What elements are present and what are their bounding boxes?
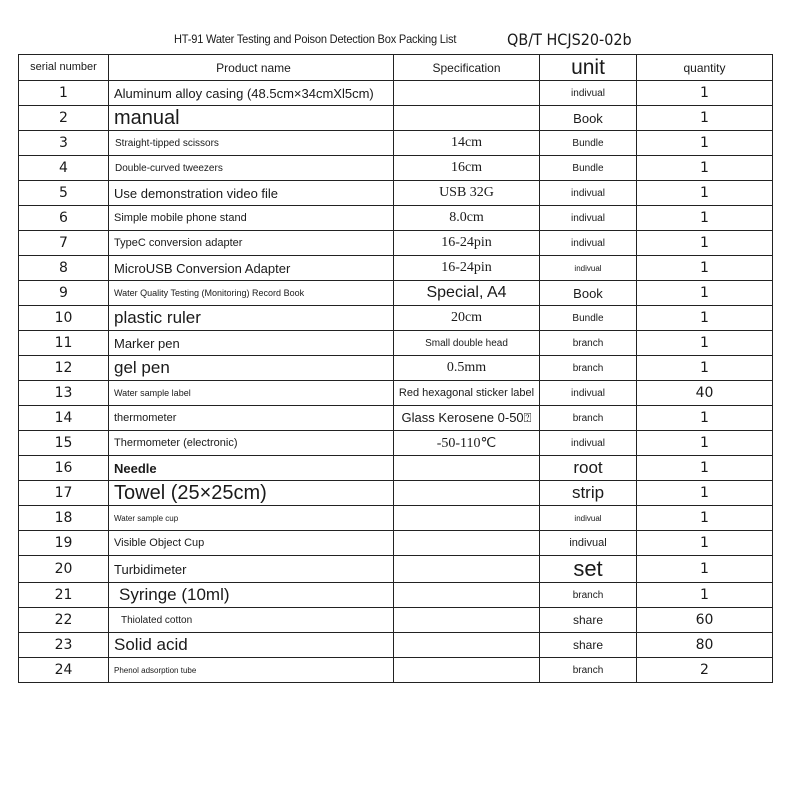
product-name-cell: Thermometer (electronic): [109, 431, 394, 456]
quantity-cell: 2: [637, 658, 773, 683]
serial-cell: 22: [19, 608, 109, 633]
product-name-cell: Thiolated cotton: [109, 608, 394, 633]
table-row: [19, 106, 773, 131]
product-name-cell: Use demonstration video file: [109, 181, 394, 206]
serial-cell: 7: [19, 231, 109, 256]
unit-cell: indivual: [540, 381, 637, 406]
spec-cell: [394, 583, 540, 608]
unit-cell: strip: [540, 481, 637, 506]
serial-cell: 3: [19, 131, 109, 156]
quantity-cell: 1: [637, 256, 773, 281]
table-row: [19, 306, 773, 331]
serial-cell: 6: [19, 206, 109, 231]
spec-cell: 8.0cm: [394, 206, 540, 231]
spec-cell: [394, 556, 540, 583]
product-name-cell: Phenol adsorption tube: [109, 658, 394, 683]
product-name-cell: Water Quality Testing (Monitoring) Record Book: [109, 281, 394, 306]
product-name-cell: Water sample label: [109, 381, 394, 406]
product-name-cell: Aluminum alloy casing (48.5cm×34cmXl5cm): [109, 81, 394, 106]
header-unit: unit: [540, 55, 637, 81]
spec-cell: [394, 633, 540, 658]
spec-cell: [394, 658, 540, 683]
product-name-cell: Visible Object Cup: [109, 531, 394, 556]
table-row: [19, 556, 773, 583]
serial-cell: 21: [19, 583, 109, 608]
serial-cell: 17: [19, 481, 109, 506]
quantity-cell: 1: [637, 156, 773, 181]
unit-cell: branch: [540, 583, 637, 608]
table-row: [19, 331, 773, 356]
product-name-cell: Straight-tipped scissors: [109, 131, 394, 156]
product-name-cell: Solid acid: [109, 633, 394, 658]
product-name-cell: Marker pen: [109, 331, 394, 356]
table-row: [19, 481, 773, 506]
serial-cell: 11: [19, 331, 109, 356]
unit-cell: Bundle: [540, 131, 637, 156]
table-row: [19, 381, 773, 406]
table-row: [19, 131, 773, 156]
table-row: [19, 583, 773, 608]
quantity-cell: 1: [637, 106, 773, 131]
product-name-cell: plastic ruler: [109, 306, 394, 331]
product-name-cell: TypeC conversion adapter: [109, 231, 394, 256]
quantity-cell: 1: [637, 131, 773, 156]
serial-cell: 8: [19, 256, 109, 281]
spec-cell: 16-24pin: [394, 231, 540, 256]
serial-cell: 15: [19, 431, 109, 456]
table-row: [19, 633, 773, 658]
spec-cell: Special, A4: [394, 281, 540, 306]
product-name-cell: Syringe (10ml): [109, 583, 394, 608]
product-name-cell: Turbidimeter: [109, 556, 394, 583]
unit-cell: branch: [540, 331, 637, 356]
table-row: [19, 531, 773, 556]
serial-cell: 23: [19, 633, 109, 658]
serial-cell: 5: [19, 181, 109, 206]
header-quantity: quantity: [637, 55, 773, 81]
spec-cell: [394, 456, 540, 481]
header-product-name: Product name: [109, 55, 394, 81]
serial-cell: 4: [19, 156, 109, 181]
header-row: [19, 55, 773, 81]
table-row: [19, 506, 773, 531]
quantity-cell: 1: [637, 331, 773, 356]
unit-cell: indivual: [540, 231, 637, 256]
unit-cell: indivual: [540, 206, 637, 231]
unit-cell: Book: [540, 106, 637, 131]
table-row: [19, 81, 773, 106]
spec-cell: [394, 81, 540, 106]
spec-cell: [394, 531, 540, 556]
quantity-cell: 1: [637, 181, 773, 206]
document-title: HT-91 Water Testing and Poison Detection Box Packing List: [174, 32, 457, 46]
spec-cell: Red hexagonal sticker label: [394, 381, 540, 406]
spec-cell: 14cm: [394, 131, 540, 156]
quantity-cell: 60: [637, 608, 773, 633]
quantity-cell: 80: [637, 633, 773, 658]
serial-cell: 9: [19, 281, 109, 306]
serial-cell: 19: [19, 531, 109, 556]
quantity-cell: 1: [637, 583, 773, 608]
product-name-cell: gel pen: [109, 356, 394, 381]
product-name-cell: Double-curved tweezers: [109, 156, 394, 181]
serial-cell: 14: [19, 406, 109, 431]
unit-cell: root: [540, 456, 637, 481]
standard-code: QB/T HCJS20-02b: [507, 30, 632, 49]
unit-cell: indivual: [540, 181, 637, 206]
table-row: [19, 206, 773, 231]
spec-cell: USB 32G: [394, 181, 540, 206]
header-serial-number: serial number: [19, 55, 109, 81]
table-row: [19, 356, 773, 381]
serial-cell: 12: [19, 356, 109, 381]
serial-cell: 16: [19, 456, 109, 481]
spec-cell: Small double head: [394, 331, 540, 356]
serial-cell: 20: [19, 556, 109, 583]
unit-cell: indivual: [540, 81, 637, 106]
quantity-cell: 1: [637, 306, 773, 331]
spec-cell: 16cm: [394, 156, 540, 181]
quantity-cell: 1: [637, 481, 773, 506]
quantity-cell: 1: [637, 356, 773, 381]
unit-cell: branch: [540, 356, 637, 381]
product-name-cell: Simple mobile phone stand: [109, 206, 394, 231]
table-row: [19, 658, 773, 683]
unit-cell: Bundle: [540, 306, 637, 331]
table-row: [19, 156, 773, 181]
product-name-cell: thermometer: [109, 406, 394, 431]
spec-cell: 0.5mm: [394, 356, 540, 381]
table-row: [19, 406, 773, 431]
serial-cell: 2: [19, 106, 109, 131]
product-name-cell: Needle: [109, 456, 394, 481]
unit-cell: Book: [540, 281, 637, 306]
quantity-cell: 1: [637, 406, 773, 431]
serial-cell: 13: [19, 381, 109, 406]
unit-cell: Bundle: [540, 156, 637, 181]
serial-cell: 1: [19, 81, 109, 106]
quantity-cell: 1: [637, 506, 773, 531]
spec-cell: [394, 481, 540, 506]
unit-cell: set: [540, 556, 637, 583]
unit-cell: branch: [540, 406, 637, 431]
quantity-cell: 1: [637, 231, 773, 256]
spec-cell: 16-24pin: [394, 256, 540, 281]
quantity-cell: 1: [637, 206, 773, 231]
quantity-cell: 1: [637, 531, 773, 556]
table-row: [19, 231, 773, 256]
table-row: [19, 608, 773, 633]
unit-cell: branch: [540, 658, 637, 683]
quantity-cell: 1: [637, 556, 773, 583]
serial-cell: 18: [19, 506, 109, 531]
unit-cell: indivual: [540, 256, 637, 281]
product-name-cell: Towel (25×25cm): [109, 481, 394, 506]
unit-cell: share: [540, 633, 637, 658]
unit-cell: share: [540, 608, 637, 633]
quantity-cell: 1: [637, 281, 773, 306]
quantity-cell: 1: [637, 456, 773, 481]
serial-cell: 24: [19, 658, 109, 683]
packing-list-table: [18, 54, 773, 683]
table-row: [19, 456, 773, 481]
product-name-cell: MicroUSB Conversion Adapter: [109, 256, 394, 281]
table-row: [19, 181, 773, 206]
quantity-cell: 40: [637, 381, 773, 406]
quantity-cell: 1: [637, 431, 773, 456]
spec-cell: Glass Kerosene 0-50⍰: [394, 406, 540, 431]
spec-cell: [394, 506, 540, 531]
spec-cell: 20cm: [394, 306, 540, 331]
product-name-cell: Water sample cup: [109, 506, 394, 531]
serial-cell: 10: [19, 306, 109, 331]
header-specification: Specification: [394, 55, 540, 81]
spec-cell: [394, 608, 540, 633]
spec-cell: [394, 106, 540, 131]
unit-cell: indivual: [540, 506, 637, 531]
table-row: [19, 431, 773, 456]
product-name-cell: manual: [109, 106, 394, 131]
quantity-cell: 1: [637, 81, 773, 106]
unit-cell: indivual: [540, 531, 637, 556]
spec-cell: -50-110℃: [394, 431, 540, 456]
unit-cell: indivual: [540, 431, 637, 456]
table-row: [19, 256, 773, 281]
table-row: [19, 281, 773, 306]
